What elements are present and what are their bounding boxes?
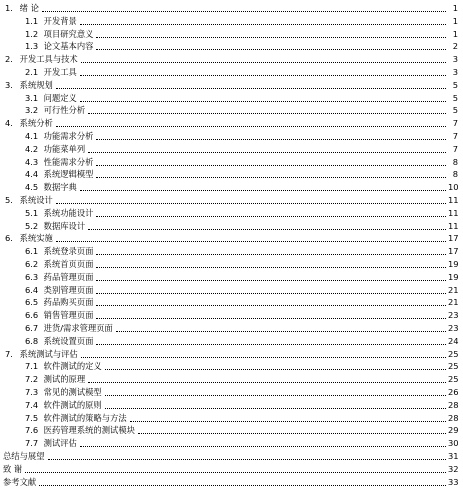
dot-leader [80, 24, 446, 25]
toc-entry-title: 参考文献 [3, 476, 37, 487]
toc-entry-title: 系统功能设计 [43, 207, 94, 218]
toc-entry-page: 2 [452, 41, 458, 52]
toc-entry-page: 11 [448, 207, 459, 218]
toc-entry-label [0, 118, 54, 129]
toc-entry-number: 6.4 [25, 284, 39, 295]
toc-entry-number: 6. [5, 233, 13, 244]
toc-entry-title: 项目研究意义 [43, 28, 94, 39]
toc-entry-page: 5 [452, 79, 458, 90]
toc-entry[interactable] [0, 3, 463, 14]
toc-entry[interactable] [0, 477, 463, 488]
dot-leader [105, 369, 446, 370]
toc-entry-title: 软件测试的定义 [43, 361, 102, 372]
toc-entry-page: 11 [448, 195, 459, 205]
dot-leader [96, 318, 446, 319]
toc-entry-label [0, 438, 78, 449]
toc-entry-label [0, 80, 54, 91]
toc-entry-number: 6.3 [25, 271, 39, 282]
toc-entry[interactable] [0, 118, 463, 129]
toc-entry-title: 可行性分析 [43, 105, 86, 116]
toc-entry-page: 10 [448, 182, 459, 193]
toc-entry-number: 7.7 [25, 438, 39, 449]
toc-entry-number: 7.6 [25, 425, 39, 436]
toc-entry-page: 5 [452, 105, 458, 116]
toc-entry-number: 4.1 [25, 131, 39, 141]
toc-entry-label [0, 451, 46, 462]
dot-leader [88, 382, 446, 383]
toc-entry-page: 7 [452, 131, 458, 141]
toc-entry-number: 7.1 [25, 361, 39, 372]
toc-entry-label [0, 3, 40, 14]
dot-leader [80, 446, 446, 447]
toc-entry-title: 常见的测试模型 [43, 387, 102, 397]
toc-entry-number: 7. [5, 348, 13, 359]
dot-leader [96, 37, 446, 38]
toc-entry-number: 4.4 [25, 169, 39, 180]
toc-entry-label [0, 336, 94, 347]
toc-entry-page: 5 [452, 92, 458, 103]
toc-entry-number: 1. [5, 3, 13, 13]
toc-entry-title: 系统测试与评估 [19, 348, 78, 359]
toc-entry-label [0, 182, 78, 193]
dot-leader [56, 88, 446, 89]
toc-entry-page: 17 [448, 246, 459, 257]
dot-leader [138, 433, 446, 434]
toc-entry-number: 6.6 [25, 310, 39, 321]
dot-leader [88, 229, 446, 230]
dot-leader [42, 11, 446, 12]
toc-entry[interactable] [0, 425, 463, 436]
dot-leader [105, 408, 446, 409]
dot-leader [39, 485, 446, 486]
dot-leader [88, 113, 446, 114]
toc-entry-number: 1.2 [25, 28, 39, 39]
toc-entry-title: 论文基本内容 [43, 41, 94, 52]
toc-entry-title: 类别管理页面 [43, 284, 94, 295]
toc-entry-number: 6.5 [25, 297, 39, 308]
toc-entry-title: 性能需求分析 [43, 156, 94, 167]
toc-entry[interactable] [0, 464, 463, 475]
toc-entry-page: 8 [452, 156, 458, 167]
toc-entry-page: 1 [452, 3, 458, 13]
toc-entry-page: 28 [448, 412, 459, 423]
toc-entry[interactable] [0, 438, 463, 449]
toc-entry[interactable] [0, 221, 463, 232]
toc-entry-page: 26 [448, 387, 459, 397]
toc-entry-page: 11 [448, 220, 459, 231]
toc-entry[interactable] [0, 105, 463, 116]
toc-entry-number: 5.2 [25, 220, 39, 231]
dot-leader [116, 331, 446, 332]
toc-entry[interactable] [0, 361, 463, 372]
toc-entry[interactable] [0, 16, 463, 27]
toc-entry-title: 开发背景 [43, 15, 77, 26]
toc-entry-title: 开发工具与技术 [19, 54, 78, 65]
toc-entry-page: 31 [448, 451, 459, 461]
toc-entry-title: 系统逻辑模型 [43, 169, 94, 180]
toc-entry-label [0, 361, 103, 372]
toc-entry-page: 19 [448, 271, 459, 282]
toc-entry[interactable] [0, 29, 463, 40]
dot-leader [105, 395, 446, 396]
toc-entry-title: 问题定义 [43, 92, 77, 103]
toc-entry-title: 进货/需求管理页面 [43, 323, 113, 333]
dot-leader [96, 49, 446, 50]
dot-leader [81, 357, 446, 358]
toc-entry-page: 19 [448, 259, 459, 269]
toc-entry[interactable] [0, 349, 463, 360]
dot-leader [96, 139, 446, 140]
toc-entry[interactable] [0, 233, 463, 244]
toc-entry[interactable] [0, 208, 463, 219]
toc-entry-number: 3. [5, 79, 13, 90]
toc-entry[interactable] [0, 80, 463, 91]
toc-entry-title: 系统规划 [19, 79, 53, 90]
toc-entry-page: 3 [452, 67, 458, 77]
toc-entry-label [0, 374, 86, 385]
toc-entry-number: 4.2 [25, 143, 39, 154]
toc-entry-page: 3 [452, 54, 458, 65]
toc-entry-label [0, 157, 94, 168]
dot-leader [56, 126, 446, 127]
dot-leader [96, 267, 446, 268]
toc-entry-label [0, 93, 78, 104]
toc-entry-title: 系统首页页面 [43, 259, 94, 269]
toc-entry-number: 1.3 [25, 41, 39, 52]
toc-entry-title: 功能菜单列 [43, 143, 86, 154]
dot-leader [96, 177, 446, 178]
toc-entry-page: 7 [452, 143, 458, 154]
toc-entry-label [0, 105, 86, 116]
toc-entry-label [0, 144, 86, 155]
toc-entry-page: 32 [448, 463, 459, 474]
toc-entry-title: 绪 论 [19, 3, 39, 13]
dot-leader [96, 344, 446, 345]
toc-entry-page: 21 [448, 297, 459, 308]
toc-entry-title: 系统实施 [19, 233, 53, 244]
toc-entry-number: 6.8 [25, 335, 39, 346]
toc-entry-page: 1 [452, 15, 458, 26]
dot-leader [130, 421, 446, 422]
dot-leader [80, 190, 446, 191]
toc-entry-number: 1.1 [25, 15, 39, 26]
toc-entry-label [0, 272, 94, 283]
toc-entry-label [0, 41, 94, 52]
toc-entry[interactable] [0, 374, 463, 385]
dot-leader [80, 75, 446, 76]
toc-entry[interactable] [0, 169, 463, 180]
toc-entry-number: 4.3 [25, 156, 39, 167]
toc-entry-label [0, 208, 94, 219]
toc-entry[interactable] [0, 131, 463, 142]
toc-entry-label [0, 413, 128, 424]
toc-entry[interactable] [0, 157, 463, 168]
toc-entry-number: 7.4 [25, 399, 39, 410]
toc-entry-label [0, 425, 136, 436]
toc-entry-number: 2.1 [25, 67, 39, 77]
toc-entry-title: 系统登录页面 [43, 246, 94, 257]
toc-entry-page: 1 [452, 28, 458, 39]
toc-entry[interactable] [0, 41, 463, 52]
dot-leader [88, 152, 446, 153]
toc-entry[interactable] [0, 400, 463, 411]
toc-entry-label [0, 464, 23, 475]
toc-entry-number: 3.2 [25, 105, 39, 116]
toc-entry-label [0, 323, 114, 334]
toc-entry-number: 5. [5, 195, 13, 205]
toc-entry-label [0, 259, 94, 270]
toc-entry-page: 21 [448, 284, 459, 295]
toc-entry-title: 致 谢 [3, 463, 23, 474]
toc-entry-title: 测试评估 [43, 438, 77, 449]
toc-entry-page: 25 [448, 348, 459, 359]
toc-entry-label [0, 387, 103, 398]
toc-entry-label [0, 29, 94, 40]
toc-entry-title: 销售管理页面 [43, 310, 94, 321]
toc-entry-number: 6.7 [25, 323, 39, 333]
toc-entry[interactable] [0, 323, 463, 334]
toc-entry[interactable] [0, 310, 463, 321]
toc-entry-number: 7.5 [25, 412, 39, 423]
toc-entry-number: 5.1 [25, 207, 39, 218]
toc-entry[interactable] [0, 54, 463, 65]
toc-entry-label [0, 233, 54, 244]
dot-leader [96, 305, 446, 306]
toc-entry-title: 医药管理系统的测试模块 [43, 425, 135, 436]
dot-leader [56, 203, 446, 204]
toc-entry[interactable] [0, 285, 463, 296]
toc-entry-number: 4. [5, 118, 13, 129]
toc-entry-title: 数据库设计 [43, 220, 86, 231]
toc-entry-number: 6.2 [25, 259, 39, 269]
toc-entry-title: 药品管理页面 [43, 271, 94, 282]
toc-entry-title: 总结与展望 [3, 451, 45, 461]
toc-entry-page: 23 [448, 310, 459, 321]
toc-entry-label [0, 285, 94, 296]
toc-entry-label [0, 16, 78, 27]
toc-entry-number: 7.2 [25, 374, 39, 385]
dot-leader [96, 216, 446, 217]
toc-entry-label [0, 310, 94, 321]
toc-entry-page: 25 [448, 374, 459, 385]
toc-entry-title: 数据字典 [43, 182, 77, 193]
dot-leader [96, 254, 446, 255]
toc-entry-title: 测试的原理 [43, 374, 86, 385]
toc-entry-title: 系统分析 [19, 118, 53, 129]
toc-entry-number: 6.1 [25, 246, 39, 257]
toc-entry-number: 3.1 [25, 92, 39, 103]
toc-entry-page: 8 [452, 169, 458, 180]
toc-entry-title: 系统设置页面 [43, 335, 94, 346]
toc-entry[interactable] [0, 195, 463, 206]
toc-entry[interactable] [0, 67, 463, 78]
dot-leader [96, 280, 446, 281]
toc-entry-number: 2. [5, 54, 13, 65]
dot-leader [25, 472, 446, 473]
toc-entry-page: 28 [448, 399, 459, 410]
toc-entry[interactable] [0, 451, 463, 462]
toc-entry[interactable] [0, 387, 463, 398]
toc-entry[interactable] [0, 144, 463, 155]
toc-entry-number: 4.5 [25, 182, 39, 193]
toc-entry-label [0, 477, 37, 488]
toc-entry[interactable] [0, 182, 463, 193]
toc-entry-page: 25 [448, 361, 459, 372]
toc-entry[interactable] [0, 413, 463, 424]
toc-entry-page: 23 [448, 323, 459, 333]
dot-leader [56, 241, 446, 242]
toc-entry-page: 24 [448, 335, 459, 346]
toc-entry-label [0, 131, 94, 142]
toc-entry[interactable] [0, 272, 463, 283]
toc-entry[interactable] [0, 259, 463, 270]
toc-entry-page: 30 [448, 438, 459, 449]
dot-leader [81, 62, 446, 63]
toc-entry-page: 17 [448, 233, 459, 244]
dot-leader [96, 293, 446, 294]
toc-entry-page: 33 [448, 476, 459, 487]
toc-entry-label [0, 54, 79, 65]
toc-entry-title: 开发工具 [43, 67, 77, 77]
toc-entry-label [0, 67, 78, 78]
toc-entry-title: 软件测试的原则 [43, 399, 102, 410]
toc-entry-label [0, 221, 86, 232]
dot-leader [80, 101, 446, 102]
dot-leader [96, 165, 446, 166]
toc-entry-title: 药品购买页面 [43, 297, 94, 308]
toc-entry[interactable] [0, 297, 463, 308]
toc-entry-title: 软件测试的策略与方法 [43, 412, 127, 423]
toc-entry-title: 功能需求分析 [43, 131, 94, 141]
toc-entry[interactable] [0, 336, 463, 347]
toc-entry-title: 系统设计 [19, 195, 53, 205]
toc-entry[interactable] [0, 246, 463, 257]
dot-leader [48, 459, 447, 460]
toc-entry-label [0, 169, 94, 180]
toc-entry-number: 7.3 [25, 387, 39, 397]
toc-entry-label [0, 297, 94, 308]
toc-entry-label [0, 195, 54, 206]
toc-entry-label [0, 246, 94, 257]
toc-entry-page: 29 [448, 425, 459, 436]
toc-entry-label [0, 349, 79, 360]
toc-entry-page: 7 [452, 118, 458, 129]
toc-entry-label [0, 400, 103, 411]
toc-entry[interactable] [0, 93, 463, 104]
